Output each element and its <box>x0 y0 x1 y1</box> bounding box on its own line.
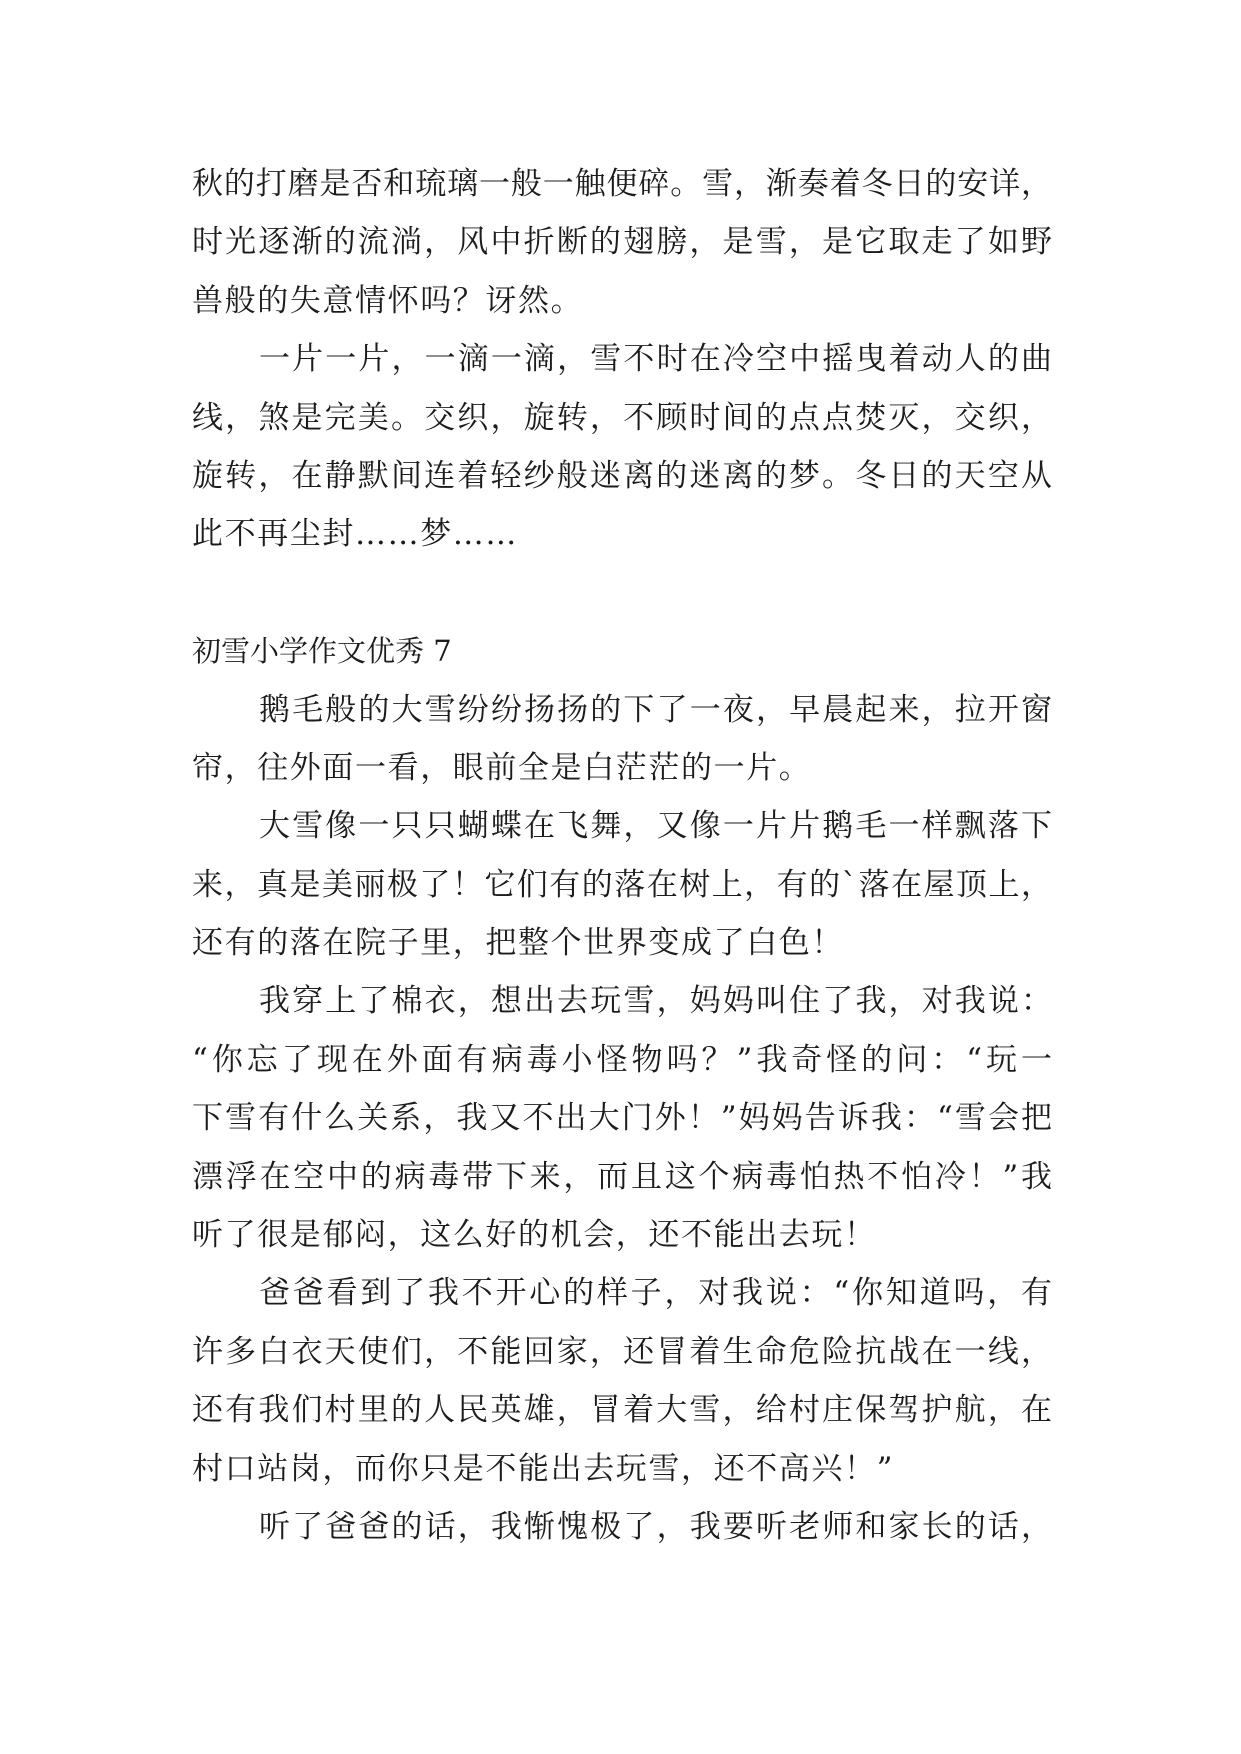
text-line: 线，煞是完美。交织，旋转，不顾时间的点点焚灭，交织， <box>192 399 1052 436</box>
text-line: 许多白衣天使们，不能回家，还冒着生命危险抗战在一线， <box>192 1333 1052 1370</box>
paragraph <box>192 1264 1052 1498</box>
text-line: 鹅毛般的大雪纷纷扬扬的下了一夜，早晨起来，拉开窗 <box>259 691 1052 728</box>
text-line: 此不再尘封……梦…… <box>192 516 518 553</box>
text-line: 大雪像一只只蝴蝶在飞舞，又像一片片鹅毛一样飘落下 <box>259 808 1052 845</box>
text-line: 兽般的失意情怀吗？讶然。 <box>192 282 584 319</box>
paragraph <box>192 1498 1052 1556</box>
text-line: 漂浮在空中的病毒带下来，而且这个病毒怕热不怕冷！”我 <box>192 1158 1052 1195</box>
text-line: 还有的落在院子里，把整个世界变成了白色！ <box>192 925 844 962</box>
paragraph <box>192 330 1052 564</box>
paragraph <box>192 797 1052 972</box>
text-line: 帘，往外面一看，眼前全是白茫茫的一片。 <box>192 749 812 786</box>
text-body <box>192 155 1052 1556</box>
text-line: 村口站岗，而你只是不能出去玩雪，还不高兴！” <box>192 1450 895 1487</box>
text-line: 来，真是美丽极了！它们有的落在树上，有的`落在屋顶上， <box>192 866 1052 903</box>
paragraph <box>192 681 1052 798</box>
text-line: 还有我们村里的人民英雄，冒着大雪，给村庄保驾护航，在 <box>192 1392 1052 1429</box>
text-line: 秋的打磨是否和琉璃一般一触便碎。雪，渐奏着冬日的安详， <box>192 166 1052 202</box>
text-line: 时光逐渐的流淌，风中折断的翅膀，是雪，是它取走了如野 <box>192 224 1052 261</box>
paragraph <box>192 972 1052 1264</box>
text-line: 爸爸看到了我不开心的样子，对我说：“你知道吗，有 <box>259 1275 1052 1312</box>
text-line: 一片一片，一滴一滴，雪不时在冷空中摇曳着动人的曲 <box>259 341 1052 378</box>
text-line: 我穿上了棉衣，想出去玩雪，妈妈叫住了我，对我说： <box>259 983 1052 1020</box>
section-heading: 初雪小学作文优秀 7 <box>192 634 452 669</box>
paragraph <box>192 155 1052 330</box>
text-line: “你忘了现在外面有病毒小怪物吗？”我奇怪的问：“玩一 <box>192 1041 1052 1078</box>
blank-line <box>192 564 1052 622</box>
text-line: 下雪有什么关系，我又不出大门外！”妈妈告诉我：“雪会把 <box>192 1100 1052 1137</box>
text-line: 旋转，在静默间连着轻纱般迷离的迷离的梦。冬日的天空从 <box>192 457 1052 494</box>
text-line: 听了很是郁闷，这么好的机会，还不能出去玩！ <box>192 1217 877 1254</box>
text-line: 听了爸爸的话，我惭愧极了，我要听老师和家长的话， <box>259 1508 1052 1545</box>
